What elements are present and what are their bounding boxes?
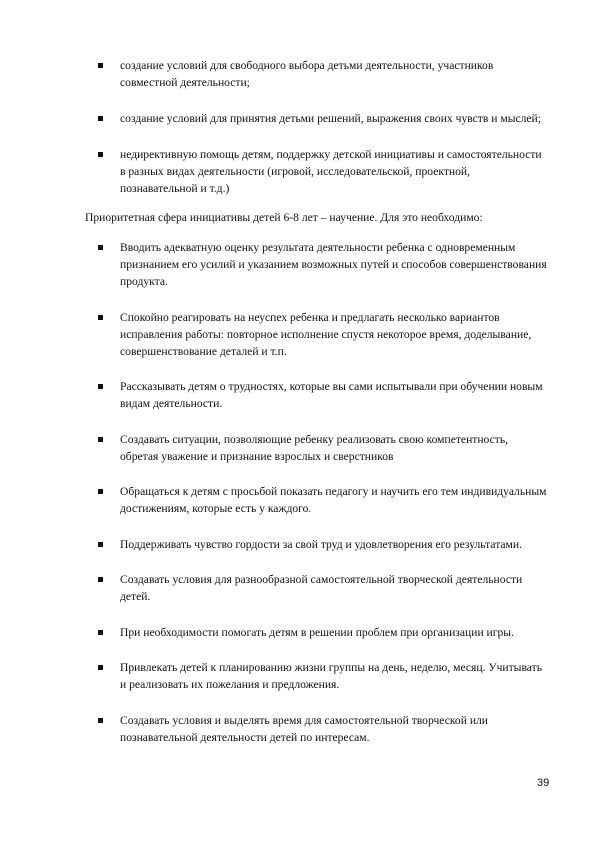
bullet-icon	[98, 63, 103, 68]
bullet-icon	[98, 718, 103, 723]
list-item	[98, 659, 548, 693]
list-item	[98, 57, 548, 91]
bullet-icon	[98, 152, 103, 157]
list-item-text: Обращаться к детям с просьбой показать педагогу и научить его тем индивидуальным достижениям, которые есть у каждого.	[120, 485, 547, 515]
list-item-text: Вводить адекватную оценку результата деятельности ребенка с одновременным признанием его усилий и указанием возможных путей и способов совершенствования продукта.	[120, 241, 547, 288]
list-item	[98, 378, 548, 412]
bullet-icon	[98, 437, 103, 442]
list-item	[98, 571, 548, 605]
list-item	[98, 536, 548, 553]
list-item-text: создание условий для свободного выбора детьми деятельности, участников совместной деятельности;	[120, 59, 494, 89]
list-item	[98, 110, 548, 127]
bullet-icon	[98, 116, 103, 121]
list-item-text: создание условий для принятия детьми решений, выражения своих чувств и мыслей;	[120, 112, 541, 125]
bullet-icon	[98, 489, 103, 494]
list-item-text: Создавать условия для разнообразной самостоятельной творческой деятельности детей.	[120, 573, 523, 603]
list-item	[98, 624, 548, 641]
list-item	[98, 239, 548, 290]
list-item	[98, 712, 548, 746]
bullet-icon	[98, 630, 103, 635]
bullet-icon	[98, 245, 103, 250]
priority-paragraph: Приоритетная сфера инициативы детей 6-8 лет – научение. Для это необходимо:	[85, 211, 483, 224]
list-item-text: При необходимости помогать детям в решении проблем при организации игры.	[120, 625, 514, 639]
bullet-icon	[98, 542, 103, 547]
list-item-text: Рассказывать детям о трудностях, которые вы сами испытывали при обучении новым видам деятельности.	[120, 380, 543, 410]
bullet-icon	[98, 577, 103, 582]
recommendations-list	[98, 239, 548, 764]
bullet-icon	[98, 665, 103, 670]
list-item-text: Поддерживать чувство гордости за свой труд и удовлетворения его результатами.	[120, 537, 522, 551]
list-item-text: Создавать условия и выделять время для самостоятельной творческой или познавательной деятельности детей по интересам.	[120, 713, 489, 744]
page-number: 39	[537, 777, 550, 789]
list-item-text: Спокойно реагировать на неуспех ребенка и предлагать несколько вариантов исправления работы: повторное исполнение спустя некоторое время, доделывание, совершенствование деталей и т.п.	[120, 310, 532, 358]
list-item-text: Привлекать детей к планированию жизни группы на день, неделю, месяц. Учитывать и реализовать их пожелания и предложения.	[120, 661, 542, 691]
bullet-icon	[98, 315, 103, 320]
conditions-list	[98, 57, 548, 216]
list-item	[98, 146, 548, 197]
list-item	[98, 309, 548, 360]
list-item	[98, 431, 548, 465]
list-item	[98, 483, 548, 517]
list-item-text: Создавать ситуации, позволяющие ребенку реализовать свою компетентность, обретая уважение и признание взрослых и сверстников	[120, 432, 509, 463]
list-item-text: недирективную помощь детям, поддержку детской инициативы и самостоятельности в разных видах деятельности (игровой, исследовательской, проектной, познавательной и т.д.)	[120, 148, 542, 195]
bullet-icon	[98, 384, 103, 389]
